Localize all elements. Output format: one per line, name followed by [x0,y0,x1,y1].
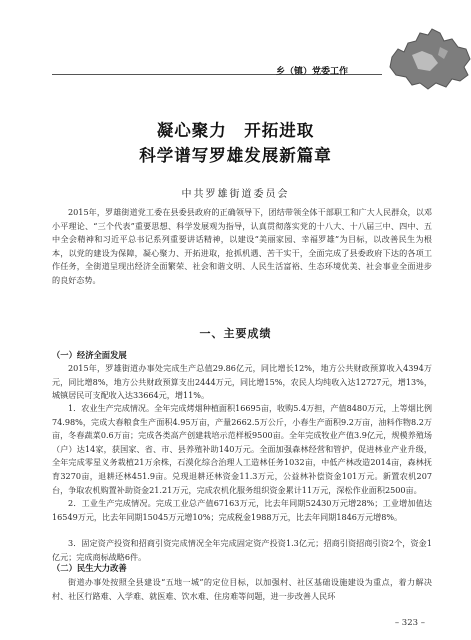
subheading-economy: （一）经济全面发展 [52,350,127,360]
article-title-line-2: 科学谱写罗雄发展新篇章 [139,146,332,165]
region-map-icon [382,25,471,93]
economy-summary-paragraph: 2015年，罗雄街道办事处完成生产总值29.86亿元，同比增长12%，地方公共财政预算收入4394万元，同比增8%，地方公共财政预算支出2444万元，同比增15%，农民人均纯收入达12727元，增13%，城镇居民可支配收入达33664元，增11%。 [52,363,432,401]
section-heading: 一、主要成绩 [199,327,272,340]
subheading-livelihood: （二）民生大力改善 [52,563,127,573]
page-number: – 323 – [394,618,425,628]
livelihood-paragraph: 街道办事处按照全县建设“五地一城”的定位目标，以加强村、社区基础设施建设为重点，着力解决村、社区行路难、入学难、就医难、饮水难、住房难等问题，进一步改善人民环 [52,577,432,601]
running-header [0,0,471,85]
industry-paragraph: 2．工业生产完成情况。完成工业总产值67163万元，比去年同期52430万元增28%；工业增加值达16549万元，比去年同期15045万元增10%；完成税金1988万元，比去年同期1846万元增8%。 [52,498,432,522]
article-title-line-1: 凝心聚力 开拓进取 [156,121,315,140]
header-section-label: 乡（镇）党委工作 [276,67,349,77]
author-line: 中共罗雄街道委员会 [181,189,290,200]
intro-paragraph: 2015年，罗雄街道党工委在县委县政府的正确领导下，团结带领全体干部职工和广大人民群众，以邓小平理论、“三个代表”重要思想、科学发展观为指导，认真贯彻落实党的十八大、十八届三中、四中、五中全会精神和习近平总书记系列重要讲话精神，以建设“美丽家园、幸福罗雄”为目标，以改善民生为根本，以党的建设为保障，凝心聚力、开拓进取，抢抓机遇、苦干实干，全面完成了县委政府下达的各项工作任务，全街道呈现出经济全面繁荣、社会和谐文明、人民生活富裕、生态环境优美、社会事业全面进步的良好态势。 [52,207,432,285]
investment-paragraph: 3．固定资产投资和招商引资完成情况全年完成固定资产投资1.3亿元；招商引资招商引资2个，资金1亿元；完成商标战略6件。 [52,538,432,562]
agriculture-paragraph: 1．农业生产完成情况。全年完成烤烟种植面积16695亩，收购5.4万担，产值8480万元，上等烟比例74.98%，完成大春粮食生产面积4.95万亩，产量2662.5万公斤，小春生产面积9.2万亩，油料作物8.2万亩，冬春蔬菜0.6万亩；完成各类高产创建栽培示范样板9500亩。全年完成牧业产值3.9亿元，规模养殖场（户）达14家，获国家、省、市、县养殖补助140万元。全面加强森林经营和管护，促进林业产业升级，全年完成零星义务栽植21万余株，石漠化综合治理人工造林任务1032亩，中低产林改造2014亩，森林抚育3270亩，退耕还林451.9亩。兑现退耕还林资金11.3万元，公益林补偿资金101万元。新置农机207台，争取农机购置补助资金21.21万元，完成农机化服务组织资金累计11万元，深松作业面积2500亩。 [52,403,432,495]
